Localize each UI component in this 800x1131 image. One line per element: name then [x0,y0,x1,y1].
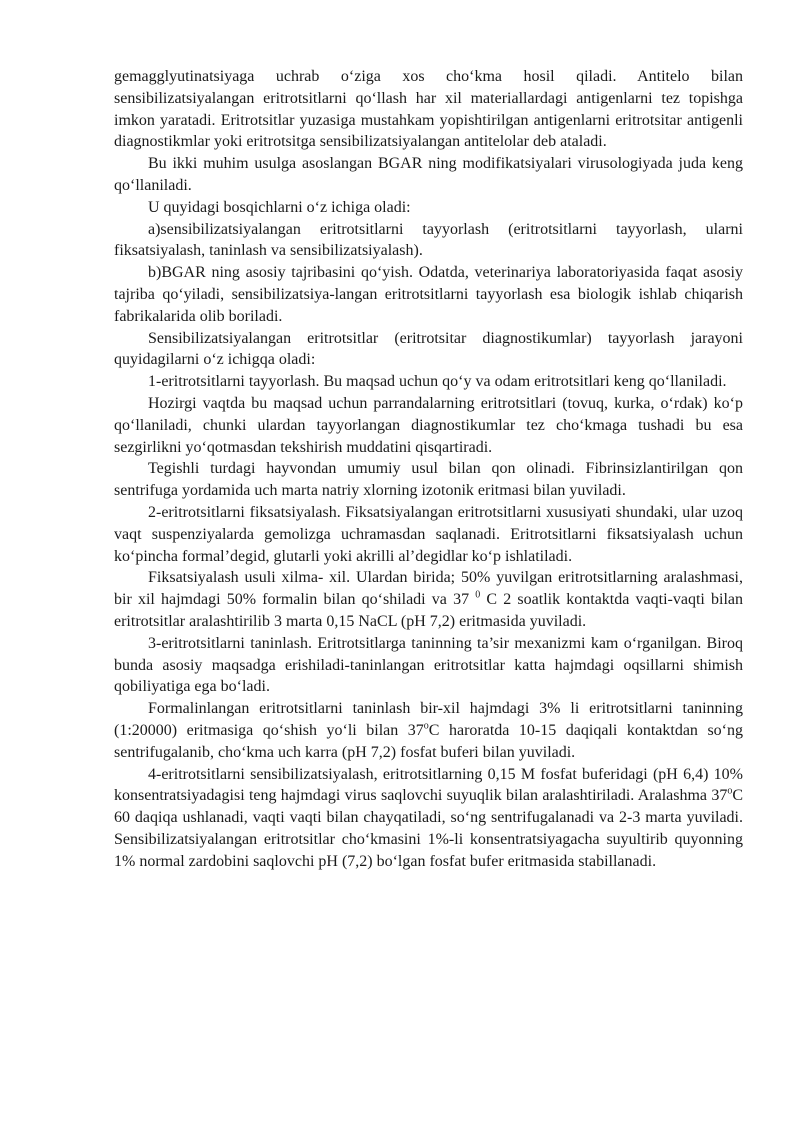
paragraph-stage-a: a)sensibilizatsiyalangan eritrotsitlarni tayyorlash (eritrotsitlarni tayyorlash, ularni fiksatsiyalash, taninlash va sensibilizatsiyalash). [114,220,743,260]
paragraph-poultry-erythrocytes: Hozirgi vaqtda bu maqsad uchun parrandalarning eritrotsitlari (tovuq, kurka, o‘rdak) ko‘p qo‘llaniladi, chunki ulardan tayyorlangan diagnostikumlar tez cho‘kmaga tushadi bu esa sezgirlikni yo‘qotmasdan tekshirish muddatini qisqartiradi. [114,394,743,456]
paragraph-step-1: 1-eritrotsitlarni tayyorlash. Bu maqsad uchun qo‘y va odam eritrotsitlari keng qo‘llaniladi. [148,373,727,391]
paragraph-step-3: 3-eritrotsitlarni taninlash. Eritrotsitlarga taninning ta’sir mexanizmi kam o‘rganilgan. Biroq bunda asosiy maqsadga erishiladi-taninlangan eritrotsitlar katta hajmdagi oqsillarni shimish qobiliyatiga ega bo‘ladi. [114,634,743,696]
paragraph-continuation: gemagglyutinatsiyaga uchrab o‘ziga xos cho‘kma hosil qiladi. Antitelo bilan sensibilizatsiyalangan eritrotsitlarni qo‘llash har xil materiallardagi antigenlarni tez topishga imkon yaratadi. Eritrotsitlar yuzasiga mustahkam yopishtirilgan antigenlarni eritrotsitar antigenli diagnostikmlar yoki eritrotsitga sensibilizatsiyalangan antitelolar deb ataladi. [114,68,743,151]
text-segment: C haroratda 10-15 daqiqali kontaktdan so‘ng sentrifugalanib, cho‘kma uch karra (pH 7,2) fosfat buferi bilan yuviladi. [114,721,744,761]
paragraph-stage-b: b)BGAR ning asosiy tajribasini qo‘yish. Odatda, veterinariya laboratoriyasida faqat asosiy tajriba qo‘yiladi, sensibilizatsiya-langan eritrotsitlarni tayyorlash esa biologik ishlab chiqarish fabrikalarida olib boriladi. [114,264,743,325]
document-page [114,66,743,872]
text-segment: C 2 soatlik kontaktda vaqti-vaqti bilan eritrotsitlar aralashtirilib 3 marta 0,15 NaCL (pH 7,2) eritmasida yuviladi. [114,591,744,630]
paragraph-tanning-method [114,698,743,763]
paragraph-step-4 [114,764,743,873]
paragraph-fixation-method [114,567,743,632]
text-segment: Fiksatsiyalash usuli xilma- xil. Ulardan birida; 50% yuvilgan eritrotsitlarning aralashmasi, bir xil hajmdagi 50% formalin bilan qo‘shiladi va 37 [114,569,743,609]
degree-superscript: 0 [475,589,481,601]
text-segment: C 60 daqiqa ushlanadi, vaqti vaqti bilan chayqatiladi, so‘ng sentrifugalanadi va 2-3 marta yuviladi. Sensibilizatsiyalangan eritrotsitlar cho‘kmasini 1%-li konsentratsiyagacha suyultirib quyonning 1% normal zardobini saqlovchi pH (7,2) bo‘lgan fosfat bufer eritmasida stabillanadi. [114,787,743,870]
paragraph-preparation-process: Sensibilizatsiyalangan eritrotsitlar (eritrotsitar diagnostikumlar) tayyorlash jarayoni quyidagilarni o‘z ichigqa oladi: [114,329,743,369]
text-segment: Formalinlangan eritrotsitlarni taninlash bir-xil hajmdagi 3% li eritrotsitlarni taninning (1:20000) eritmasiga qo‘shish yo‘li bilan 37 [114,700,743,739]
paragraph-stages-intro: U quyidagi bosqichlarni o‘z ichiga oladi: [148,198,411,216]
text-segment: 4-eritrotsitlarni sensibilizatsiyalash, eritrotsitlarning 0,15 M fosfat buferidagi (pH 6,4) 10% konsentratsiyadagisi teng hajmdagi virus saqlovchi suyuqlik bilan aralashtiriladi. Aralashma 37 [114,765,743,805]
paragraph-bgar-modifications: Bu ikki muhim usulga asoslangan BGAR ning modifikatsiyalari virusologiyada juda keng qo‘llaniladi. [114,155,743,194]
degree-superscript: o [423,720,429,732]
degree-superscript: o [727,785,733,797]
paragraph-step-2: 2-eritrotsitlarni fiksatsiyalash. Fiksatsiyalangan eritrotsitlarni xususiyati shundaki, ular uzoq vaqt suspenziyalarda gemolizga uchramasdan saqlanadi. Eritrotsitlarni fiksatsiyalash uchun ko‘pincha formal’degid, glutarli yoki akrilli al’degidlar ko‘p ishlatiladi. [114,503,743,565]
paragraph-blood-collection: Tegishli turdagi hayvondan umumiy usul bilan qon olinadi. Fibrinsizlantirilgan qon sentrifuga yordamida uch marta natriy xlorning izotonik eritmasi bilan yuviladi. [114,460,743,500]
